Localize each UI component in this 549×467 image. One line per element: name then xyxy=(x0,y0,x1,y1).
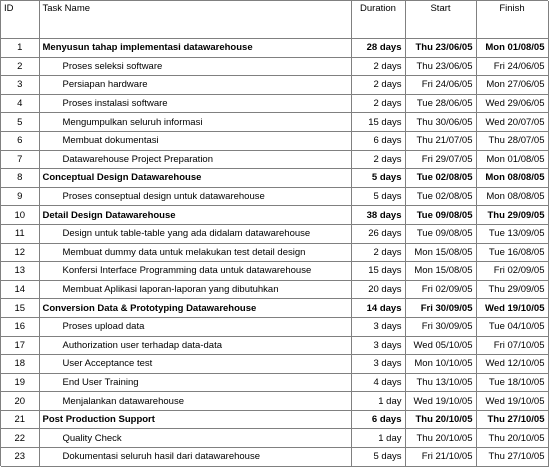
task-duration[interactable]: 15 days xyxy=(351,262,405,281)
task-duration[interactable]: 20 days xyxy=(351,280,405,299)
task-start[interactable]: Tue 09/08/05 xyxy=(405,224,476,243)
task-name: End User Training xyxy=(62,376,139,388)
task-finish[interactable]: Thu 29/09/05 xyxy=(476,206,548,225)
task-start[interactable]: Thu 23/06/05 xyxy=(405,57,476,76)
task-start[interactable]: Fri 30/09/05 xyxy=(405,299,476,318)
task-name-cell[interactable] xyxy=(39,131,351,150)
task-start[interactable]: Tue 28/06/05 xyxy=(405,94,476,113)
task-id[interactable]: 17 xyxy=(1,336,39,355)
task-row[interactable] xyxy=(1,131,548,150)
task-finish[interactable]: Tue 13/09/05 xyxy=(476,224,548,243)
task-name: Mengumpulkan seluruh informasi xyxy=(62,116,203,128)
task-duration[interactable]: 5 days xyxy=(351,169,405,188)
task-duration[interactable]: 14 days xyxy=(351,299,405,318)
task-start[interactable]: Thu 13/10/05 xyxy=(405,373,476,392)
task-id[interactable]: 7 xyxy=(1,150,39,169)
task-name-cell[interactable] xyxy=(39,39,351,58)
task-finish[interactable]: Tue 18/10/05 xyxy=(476,373,548,392)
task-row[interactable] xyxy=(1,280,548,299)
task-start[interactable]: Tue 02/08/05 xyxy=(405,187,476,206)
task-finish[interactable]: Mon 08/08/05 xyxy=(476,169,548,188)
task-row[interactable] xyxy=(1,94,548,113)
task-name-cell[interactable] xyxy=(39,280,351,299)
task-start[interactable]: Thu 30/06/05 xyxy=(405,113,476,132)
summary-task-row[interactable] xyxy=(1,299,548,318)
task-id[interactable]: 18 xyxy=(1,355,39,374)
task-row[interactable] xyxy=(1,448,548,467)
task-name: Membuat Aplikasi laporan-laporan yang dibutuhkan xyxy=(62,284,279,296)
summary-task-row[interactable] xyxy=(1,169,548,188)
task-finish[interactable]: Tue 16/08/05 xyxy=(476,243,548,262)
task-finish[interactable]: Mon 27/06/05 xyxy=(476,76,548,95)
task-name-cell[interactable] xyxy=(39,169,351,188)
task-finish[interactable]: Thu 28/07/05 xyxy=(476,131,548,150)
task-name-cell[interactable] xyxy=(39,57,351,76)
task-start[interactable]: Fri 24/06/05 xyxy=(405,76,476,95)
task-finish[interactable]: Wed 20/07/05 xyxy=(476,113,548,132)
task-duration[interactable]: 2 days xyxy=(351,94,405,113)
task-row[interactable] xyxy=(1,113,548,132)
task-row[interactable] xyxy=(1,187,548,206)
task-id[interactable]: 10 xyxy=(1,206,39,225)
task-name-cell[interactable] xyxy=(39,317,351,336)
task-name: Proses seleksi software xyxy=(62,60,163,72)
task-finish[interactable]: Thu 27/10/05 xyxy=(476,410,548,429)
task-name: Design untuk table-table yang ada didalam datawarehouse xyxy=(62,228,311,240)
task-name-cell[interactable] xyxy=(39,150,351,169)
task-row[interactable] xyxy=(1,57,548,76)
task-start[interactable]: Tue 09/08/05 xyxy=(405,206,476,225)
task-finish[interactable]: Mon 08/08/05 xyxy=(476,187,548,206)
summary-task-row[interactable] xyxy=(1,206,548,225)
task-start[interactable]: Thu 21/07/05 xyxy=(405,131,476,150)
task-finish[interactable]: Thu 27/10/05 xyxy=(476,448,548,467)
task-duration[interactable]: 1 day xyxy=(351,429,405,448)
task-id[interactable]: 1 xyxy=(1,39,39,58)
task-finish[interactable]: Fri 02/09/05 xyxy=(476,262,548,281)
task-duration[interactable]: 2 days xyxy=(351,150,405,169)
task-name: Menyusun tahap implementasi datawarehouse xyxy=(42,42,253,54)
task-duration[interactable]: 3 days xyxy=(351,336,405,355)
task-id[interactable]: 21 xyxy=(1,410,39,429)
task-row[interactable] xyxy=(1,429,548,448)
task-name: Proses conseptual design untuk datawarehouse xyxy=(62,191,265,203)
task-start[interactable]: Wed 19/10/05 xyxy=(405,392,476,411)
task-duration[interactable]: 26 days xyxy=(351,224,405,243)
task-id[interactable]: 6 xyxy=(1,131,39,150)
task-name: Post Production Support xyxy=(42,414,155,426)
task-name-cell[interactable] xyxy=(39,299,351,318)
task-duration[interactable]: 2 days xyxy=(351,243,405,262)
task-finish[interactable]: Thu 29/09/05 xyxy=(476,280,548,299)
task-duration[interactable]: 3 days xyxy=(351,355,405,374)
task-name: Conversion Data & Prototyping Datawarehouse xyxy=(42,302,257,314)
task-name: Detail Design Datawarehouse xyxy=(42,209,176,221)
column-header-task-name[interactable]: Task Name xyxy=(39,1,351,39)
task-duration[interactable]: 38 days xyxy=(351,206,405,225)
task-row[interactable] xyxy=(1,150,548,169)
task-id[interactable]: 13 xyxy=(1,262,39,281)
task-id[interactable]: 11 xyxy=(1,224,39,243)
task-id[interactable]: 20 xyxy=(1,392,39,411)
task-name: Menjalankan datawarehouse xyxy=(62,395,184,407)
task-duration[interactable]: 28 days xyxy=(351,39,405,58)
task-start[interactable]: Tue 02/08/05 xyxy=(405,169,476,188)
task-duration[interactable]: 2 days xyxy=(351,57,405,76)
summary-task-row[interactable] xyxy=(1,39,548,58)
task-name-cell[interactable] xyxy=(39,243,351,262)
task-id[interactable]: 19 xyxy=(1,373,39,392)
task-name-cell[interactable] xyxy=(39,355,351,374)
task-name: Authorization user terhadap data-data xyxy=(62,339,222,351)
task-name: Datawarehouse Project Preparation xyxy=(62,153,214,165)
task-name-cell[interactable] xyxy=(39,410,351,429)
task-row[interactable] xyxy=(1,76,548,95)
task-name: Quality Check xyxy=(62,432,122,444)
task-name-cell[interactable] xyxy=(39,206,351,225)
task-finish[interactable]: Fri 07/10/05 xyxy=(476,336,548,355)
task-row[interactable] xyxy=(1,224,548,243)
task-name: Membuat dummy data untuk melakukan test detail design xyxy=(62,246,306,258)
table-body xyxy=(1,39,548,467)
task-id[interactable]: 4 xyxy=(1,94,39,113)
table-header xyxy=(1,1,548,39)
task-id[interactable]: 2 xyxy=(1,57,39,76)
task-finish[interactable]: Thu 20/10/05 xyxy=(476,429,548,448)
task-id[interactable]: 14 xyxy=(1,280,39,299)
task-id[interactable]: 8 xyxy=(1,169,39,188)
task-duration[interactable]: 6 days xyxy=(351,410,405,429)
task-start[interactable]: Mon 15/08/05 xyxy=(405,262,476,281)
task-finish[interactable]: Mon 01/08/05 xyxy=(476,150,548,169)
task-name-cell[interactable] xyxy=(39,373,351,392)
task-name-cell[interactable] xyxy=(39,224,351,243)
task-row[interactable] xyxy=(1,392,548,411)
task-name: Proses upload data xyxy=(62,321,145,333)
task-start[interactable]: Fri 02/09/05 xyxy=(405,280,476,299)
task-finish[interactable]: Wed 19/10/05 xyxy=(476,392,548,411)
column-header-start[interactable]: Start xyxy=(405,1,476,39)
task-name-cell[interactable] xyxy=(39,187,351,206)
task-start[interactable]: Thu 20/10/05 xyxy=(405,410,476,429)
task-row[interactable] xyxy=(1,373,548,392)
task-finish[interactable]: Wed 19/10/05 xyxy=(476,299,548,318)
task-name-cell[interactable] xyxy=(39,336,351,355)
task-duration[interactable]: 1 day xyxy=(351,392,405,411)
task-duration[interactable]: 15 days xyxy=(351,113,405,132)
task-finish[interactable]: Wed 29/06/05 xyxy=(476,94,548,113)
task-start[interactable]: Mon 15/08/05 xyxy=(405,243,476,262)
task-name-cell[interactable] xyxy=(39,94,351,113)
task-name-cell[interactable] xyxy=(39,113,351,132)
task-start[interactable]: Fri 21/10/05 xyxy=(405,448,476,467)
task-start[interactable]: Wed 05/10/05 xyxy=(405,336,476,355)
task-name-cell[interactable] xyxy=(39,76,351,95)
task-duration[interactable]: 4 days xyxy=(351,373,405,392)
task-duration[interactable]: 5 days xyxy=(351,187,405,206)
task-id[interactable]: 23 xyxy=(1,448,39,467)
task-start[interactable]: Thu 20/10/05 xyxy=(405,429,476,448)
task-start[interactable]: Fri 30/09/05 xyxy=(405,317,476,336)
task-name: Konfersi Interface Programming data untuk datawarehouse xyxy=(62,265,312,277)
task-finish[interactable]: Mon 01/08/05 xyxy=(476,39,548,58)
column-header-id[interactable]: ID xyxy=(1,1,39,39)
task-name: Persiapan hardware xyxy=(62,79,148,91)
column-header-finish[interactable]: Finish xyxy=(476,1,548,39)
summary-task-row[interactable] xyxy=(1,410,548,429)
task-name: Dokumentasi seluruh hasil dari datawarehouse xyxy=(62,451,261,463)
task-name-cell[interactable] xyxy=(39,448,351,467)
header-row xyxy=(1,1,548,39)
task-name: User Acceptance test xyxy=(62,358,153,370)
task-id[interactable]: 12 xyxy=(1,243,39,262)
task-id[interactable]: 15 xyxy=(1,299,39,318)
task-name: Proses instalasi software xyxy=(62,98,168,110)
task-row[interactable] xyxy=(1,317,548,336)
task-id[interactable]: 16 xyxy=(1,317,39,336)
task-duration[interactable]: 3 days xyxy=(351,317,405,336)
task-start[interactable]: Fri 29/07/05 xyxy=(405,150,476,169)
task-row[interactable] xyxy=(1,262,548,281)
task-start[interactable]: Mon 10/10/05 xyxy=(405,355,476,374)
task-table xyxy=(1,1,549,467)
task-duration[interactable]: 5 days xyxy=(351,448,405,467)
task-name-cell[interactable] xyxy=(39,429,351,448)
task-id[interactable]: 3 xyxy=(1,76,39,95)
task-name-cell[interactable] xyxy=(39,262,351,281)
task-start[interactable]: Thu 23/06/05 xyxy=(405,39,476,58)
task-row[interactable] xyxy=(1,336,548,355)
task-duration[interactable]: 2 days xyxy=(351,76,405,95)
task-row[interactable] xyxy=(1,243,548,262)
task-row[interactable] xyxy=(1,355,548,374)
task-finish[interactable]: Wed 12/10/05 xyxy=(476,355,548,374)
task-name: Membuat dokumentasi xyxy=(62,135,159,147)
task-name: Conceptual Design Datawarehouse xyxy=(42,172,202,184)
column-header-duration[interactable]: Duration xyxy=(351,1,405,39)
task-id[interactable]: 22 xyxy=(1,429,39,448)
task-name-cell[interactable] xyxy=(39,392,351,411)
task-finish[interactable]: Tue 04/10/05 xyxy=(476,317,548,336)
task-id[interactable]: 5 xyxy=(1,113,39,132)
task-id[interactable]: 9 xyxy=(1,187,39,206)
task-duration[interactable]: 6 days xyxy=(351,131,405,150)
task-finish[interactable]: Fri 24/06/05 xyxy=(476,57,548,76)
